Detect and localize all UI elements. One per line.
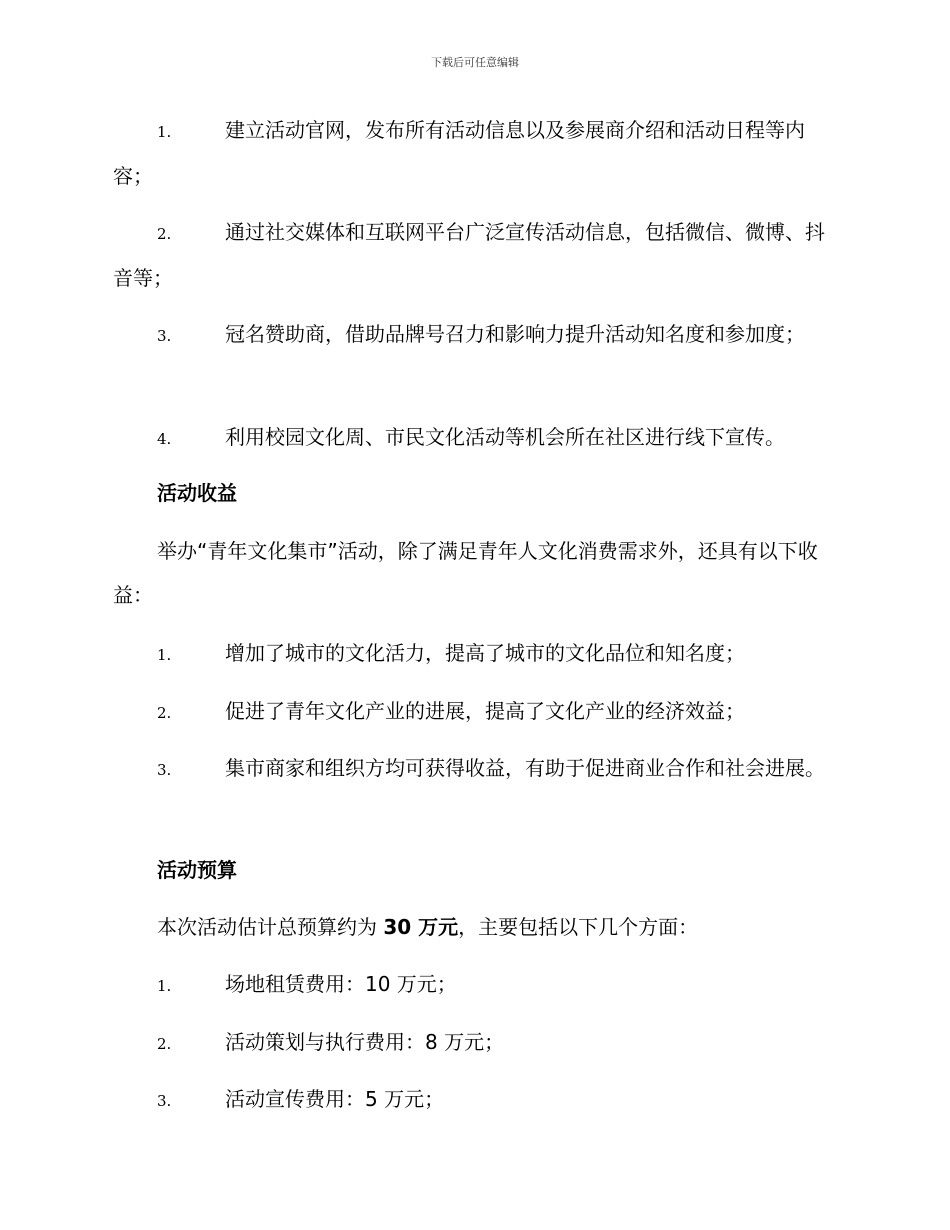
list-number: 2. [157, 704, 172, 722]
list-item [113, 689, 838, 735]
list-text: 建立活动官网，发布所有活动信息以及参展商介绍和活动日程等内容； [113, 118, 805, 188]
list-item [113, 415, 838, 461]
list-text: 促进了青年文化产业的进展，提高了文化产业的经济效益； [225, 699, 745, 723]
benefits-intro: 举办“青年文化集市”活动，除了满足青年人文化消费需求外，还具有以下收益： [113, 539, 818, 607]
list-number: 3. [157, 761, 172, 779]
list-number: 3. [157, 1092, 172, 1110]
list-text: 场地租赁费用：10 万元； [225, 972, 457, 996]
header-note: 下载后可任意编辑 [431, 56, 519, 69]
list-number: 4. [157, 430, 172, 448]
list-item [113, 210, 838, 300]
list-text: 冠名赞助商，借助品牌号召力和影响力提升活动知名度和参加度； [225, 322, 805, 346]
list-text: 活动策划与执行费用：8 万元； [225, 1030, 505, 1054]
list-text: 利用校园文化周、市民文化活动等机会所在社区进行线下宣传。 [225, 425, 785, 449]
list-item [113, 1077, 838, 1123]
list-item [113, 746, 838, 792]
list-number: 1. [157, 123, 172, 141]
list-text: 增加了城市的文化活力，提高了城市的文化品位和知名度； [225, 641, 745, 665]
budget-total-amount: 30 万元 [383, 915, 459, 939]
list-item [113, 312, 838, 358]
list-text: 集市商家和组织方均可获得收益，有助于促进商业合作和社会进展。 [225, 756, 825, 780]
budget-intro-text: 本次活动估计总预算约为 [157, 915, 384, 939]
list-number: 2. [157, 225, 172, 243]
list-item [113, 1020, 838, 1066]
list-number: 1. [157, 977, 172, 995]
section-heading-benefits: 活动收益 [157, 481, 237, 505]
list-item [113, 962, 838, 1008]
section-heading-budget: 活动预算 [157, 858, 237, 882]
list-number: 1. [157, 646, 172, 664]
budget-intro-text-end: ，主要包括以下几个方面： [458, 915, 699, 939]
list-text: 通过社交媒体和互联网平台广泛宣传活动信息，包括微信、微博、抖音等； [113, 220, 825, 290]
list-item [113, 108, 838, 198]
list-item [113, 631, 838, 677]
list-number: 2. [157, 1035, 172, 1053]
list-number: 3. [157, 327, 172, 345]
list-text: 活动宣传费用：5 万元； [225, 1087, 445, 1111]
budget-intro [113, 905, 838, 949]
